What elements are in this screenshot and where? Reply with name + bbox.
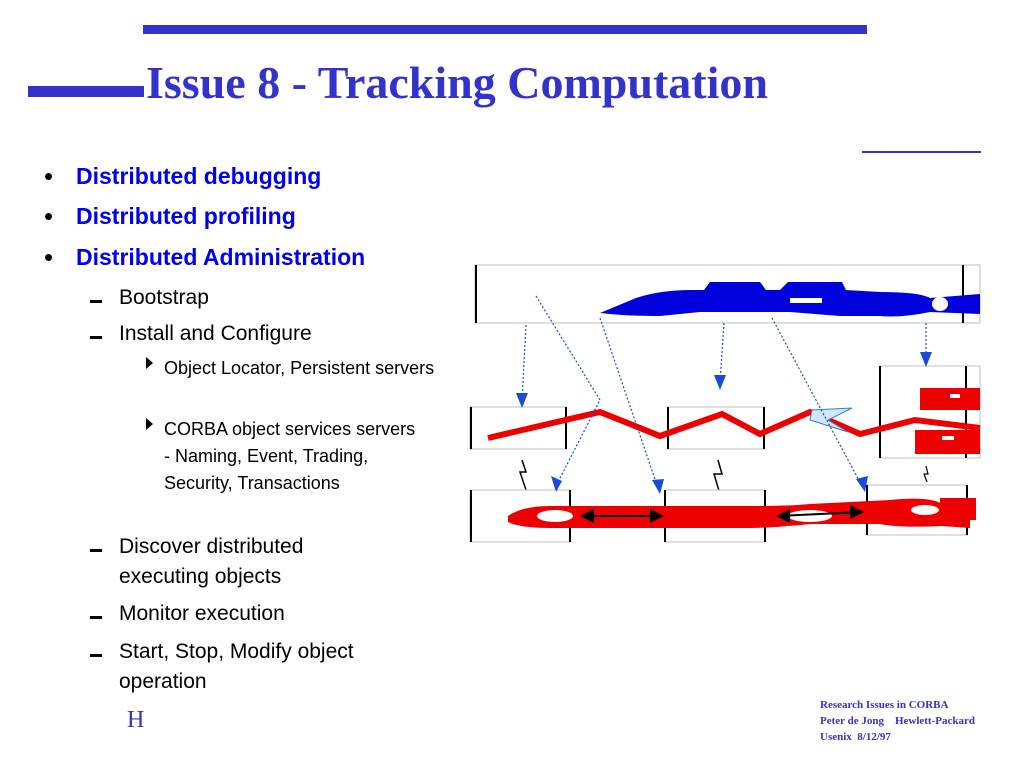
bullet-distributed-administration: Distributed Administration (76, 244, 366, 270)
bottom-row (470, 485, 976, 542)
sub-item-monitor: Monitor execution (119, 602, 285, 625)
monitor-arrows (522, 296, 926, 488)
title-rule (862, 151, 981, 153)
slide-footer (820, 697, 975, 745)
hp-logo-icon: H (127, 707, 145, 733)
sub-sub-item-object-locator: Object Locator, Persistent servers (164, 358, 435, 378)
slide-title: Issue 8 - Tracking Computation (146, 57, 768, 108)
sub-bullet-dash (90, 654, 102, 657)
footer-line-author: Peter de Jong Hewlett-Packard (820, 715, 975, 727)
bullet-dot: • (44, 242, 54, 272)
sub-item-start-stop: Start, Stop, Modify object operation (119, 640, 354, 693)
bullet-dot: • (44, 161, 54, 191)
sub-bullet-dash (90, 336, 102, 339)
lightning-icon (520, 460, 526, 490)
bullet-dot: • (44, 201, 54, 231)
sub-sub-bullet-arrow (146, 418, 153, 430)
bullet-distributed-profiling: Distributed profiling (76, 203, 296, 229)
bullet-list (0, 0, 470, 700)
sub-item-bootstrap: Bootstrap (119, 286, 209, 309)
sub-item-install-configure: Install and Configure (119, 322, 312, 345)
sub-item-discover: Discover distributed executing objects (119, 535, 304, 588)
sub-bullet-dash (90, 616, 102, 619)
sub-bullet-dash (90, 549, 102, 552)
lightning-icon (714, 460, 722, 494)
middle-row (470, 366, 980, 458)
lightning-icon (924, 466, 928, 482)
sub-sub-item-corba-services: CORBA object services servers - Naming, Event, Trading, Security, Transactions (164, 419, 416, 493)
tracking-diagram (460, 260, 990, 560)
admin-box (475, 265, 980, 323)
sub-sub-bullet-arrow (146, 357, 153, 369)
bullet-distributed-debugging: Distributed debugging (76, 163, 322, 189)
footer-line-course: Research Issues in CORBA (820, 699, 949, 711)
sub-bullet-dash (90, 300, 102, 303)
footer-line-date: Usenix 8/12/97 (820, 731, 891, 743)
